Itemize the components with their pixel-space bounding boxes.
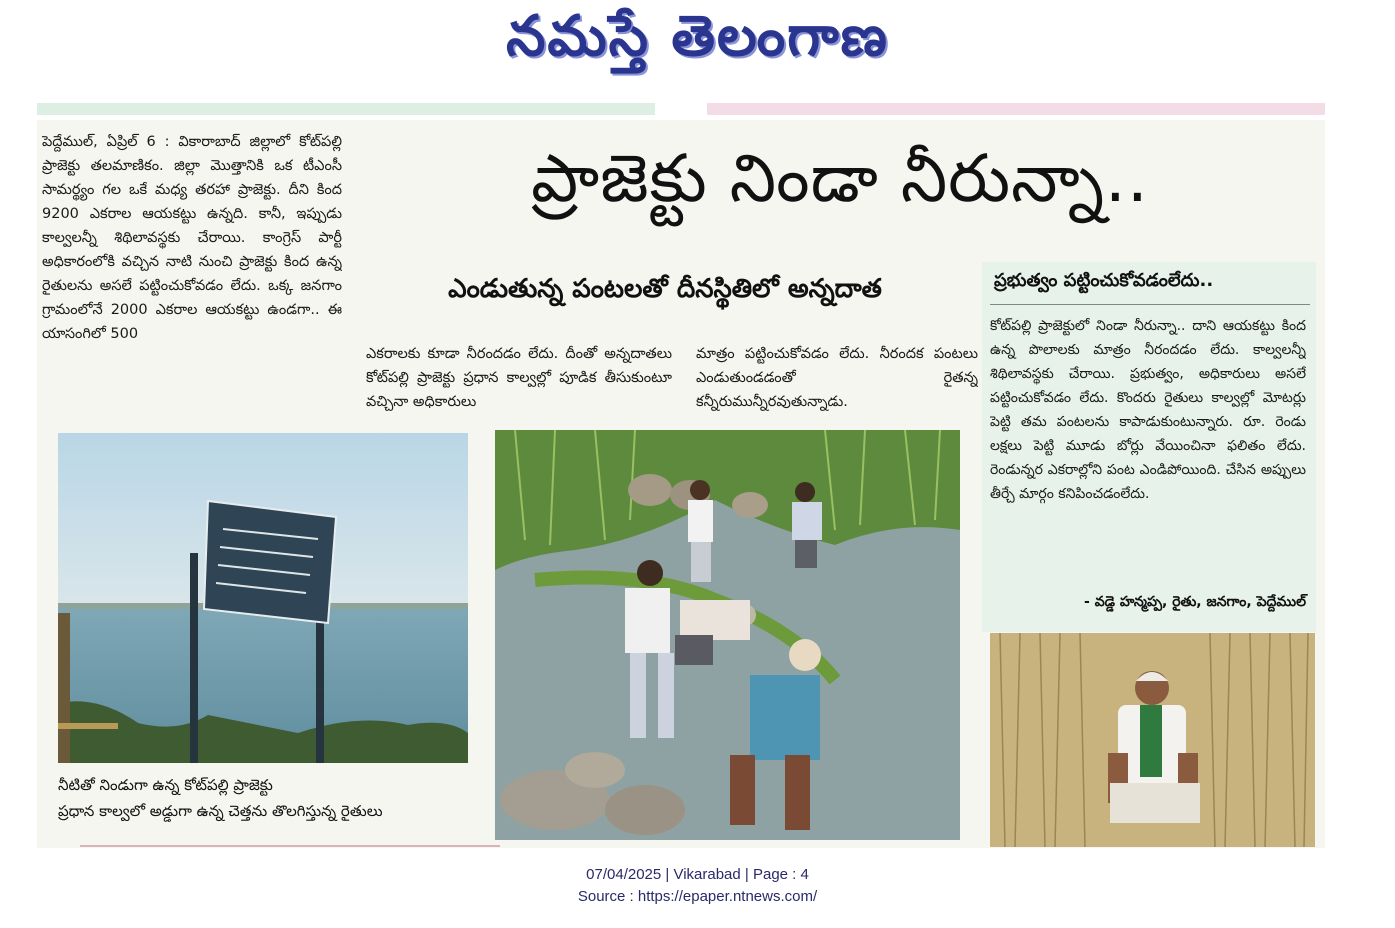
photo-farmers-clearing-canal bbox=[495, 430, 960, 840]
sidebar-divider bbox=[990, 304, 1310, 305]
subheadline: ఎండుతున్న పంటలతో దీనస్థితిలో అన్నదాత bbox=[448, 274, 882, 304]
photo-caption bbox=[58, 772, 478, 824]
dried-field-illustration bbox=[990, 633, 1315, 847]
headline: ప్రాజెక్టు నిండా నీరున్నా.. bbox=[531, 140, 1149, 217]
footer-source-link[interactable]: Source : https://epaper.ntnews.com/ bbox=[577, 888, 818, 905]
photo-farmer-dried-crop bbox=[990, 633, 1315, 847]
caption-divider bbox=[80, 845, 500, 847]
photo-caption-line-1: నీటితో నిండుగా ఉన్న కోట్‌పల్లి ప్రాజెక్టు bbox=[58, 776, 273, 794]
photo-reservoir-signboard bbox=[58, 433, 468, 763]
body-column-1: ఎకరాలకు కూడా నీరందడం లేదు. దీంతో అన్నదాతలు కోట్‌పల్లి ప్రాజెక్టు ప్రధాన కాల్వల్లో పూడిక తీసుకుంటూ వచ్చినా అధికారులు bbox=[366, 346, 672, 410]
reservoir-illustration bbox=[58, 433, 468, 763]
lead-paragraph: పెద్దేముల్, ఏప్రిల్ 6 : వికారాబాద్ జిల్లాలో కోట్‌పల్లి ప్రాజెక్టు తలమాణికం. జిల్లా మొత్తానికి ఒక టీఎంసీ సామర్థ్యం గల ఒకే మధ్య తరహా ప్రాజెక్టు. దీని కింద 9200 ఎకరాల ఆయకట్టు ఉన్నది. కానీ, ఇప్పుడు కాల్వలన్నీ శిథిలావస్థకు చేరాయి. కాంగ్రెస్ పార్టీ అధికారంలోకి వచ్చిన నాటి నుంచి ప్రాజెక్టు కింద ఉన్న రైతులను అసలే పట్టించుకోవడం లేదు. ఒక్క జనగాం గ్రామంలోనే 2000 ఎకరాల ఆయకట్టు ఉండగా.. ఈ యాసంగిలో 500 bbox=[42, 134, 342, 342]
header-rule-pink bbox=[707, 103, 1325, 115]
canal-illustration bbox=[495, 430, 960, 840]
header-rule-green bbox=[37, 103, 655, 115]
photo-caption-line-2: ప్రధాన కాల్వలో అడ్డుగా ఉన్న చెత్తను తొలగిస్తున్న రైతులు bbox=[58, 802, 383, 820]
page-footer bbox=[0, 864, 1395, 908]
body-column-2: మాత్రం పట్టించుకోవడం లేదు. నీరందక పంటలు ఎండుతుండడంతో రైతన్న కన్నీరుమున్నీరవుతున్నాడు. bbox=[696, 346, 978, 410]
sidebar-quote: కోట్‌పల్లి ప్రాజెక్టులో నిండా నీరున్నా.. దాని ఆయకట్టు కింద ఉన్న పొలాలకు మాత్రం నీరందడం లేదు. కాల్వలన్నీ శిథిలావస్థకు చేరాయి. ప్రభుత్వం, అధికారులు అసలే పట్టించుకోవడం లేదు. కొందరు రైతులు కాల్వల్లో మోటర్లు పెట్టి తమ పంటలను కాపాడుకుంటున్నారు. రూ. రెండు లక్షలు పెట్టి మూడు బోర్లు వేయించినా ఫలితం లేదు. రెండున్నర ఎకరాల్లోని పంట ఎండిపోయింది. చేసిన అప్పులు తీర్చే మార్గం కనిపించడంలేదు. bbox=[990, 318, 1306, 502]
masthead-logo: నమస్తే తెలంగాణ bbox=[506, 4, 889, 69]
sidebar-title: ప్రభుత్వం పట్టించుకోవడంలేదు.. bbox=[994, 270, 1214, 291]
footer-date-edition-page: 07/04/2025 | Vikarabad | Page : 4 bbox=[586, 866, 809, 883]
sidebar-credit: - వడ్డె హన్మప్ప, రైతు, జనగాం, పెద్దేముల్ bbox=[1084, 594, 1306, 610]
